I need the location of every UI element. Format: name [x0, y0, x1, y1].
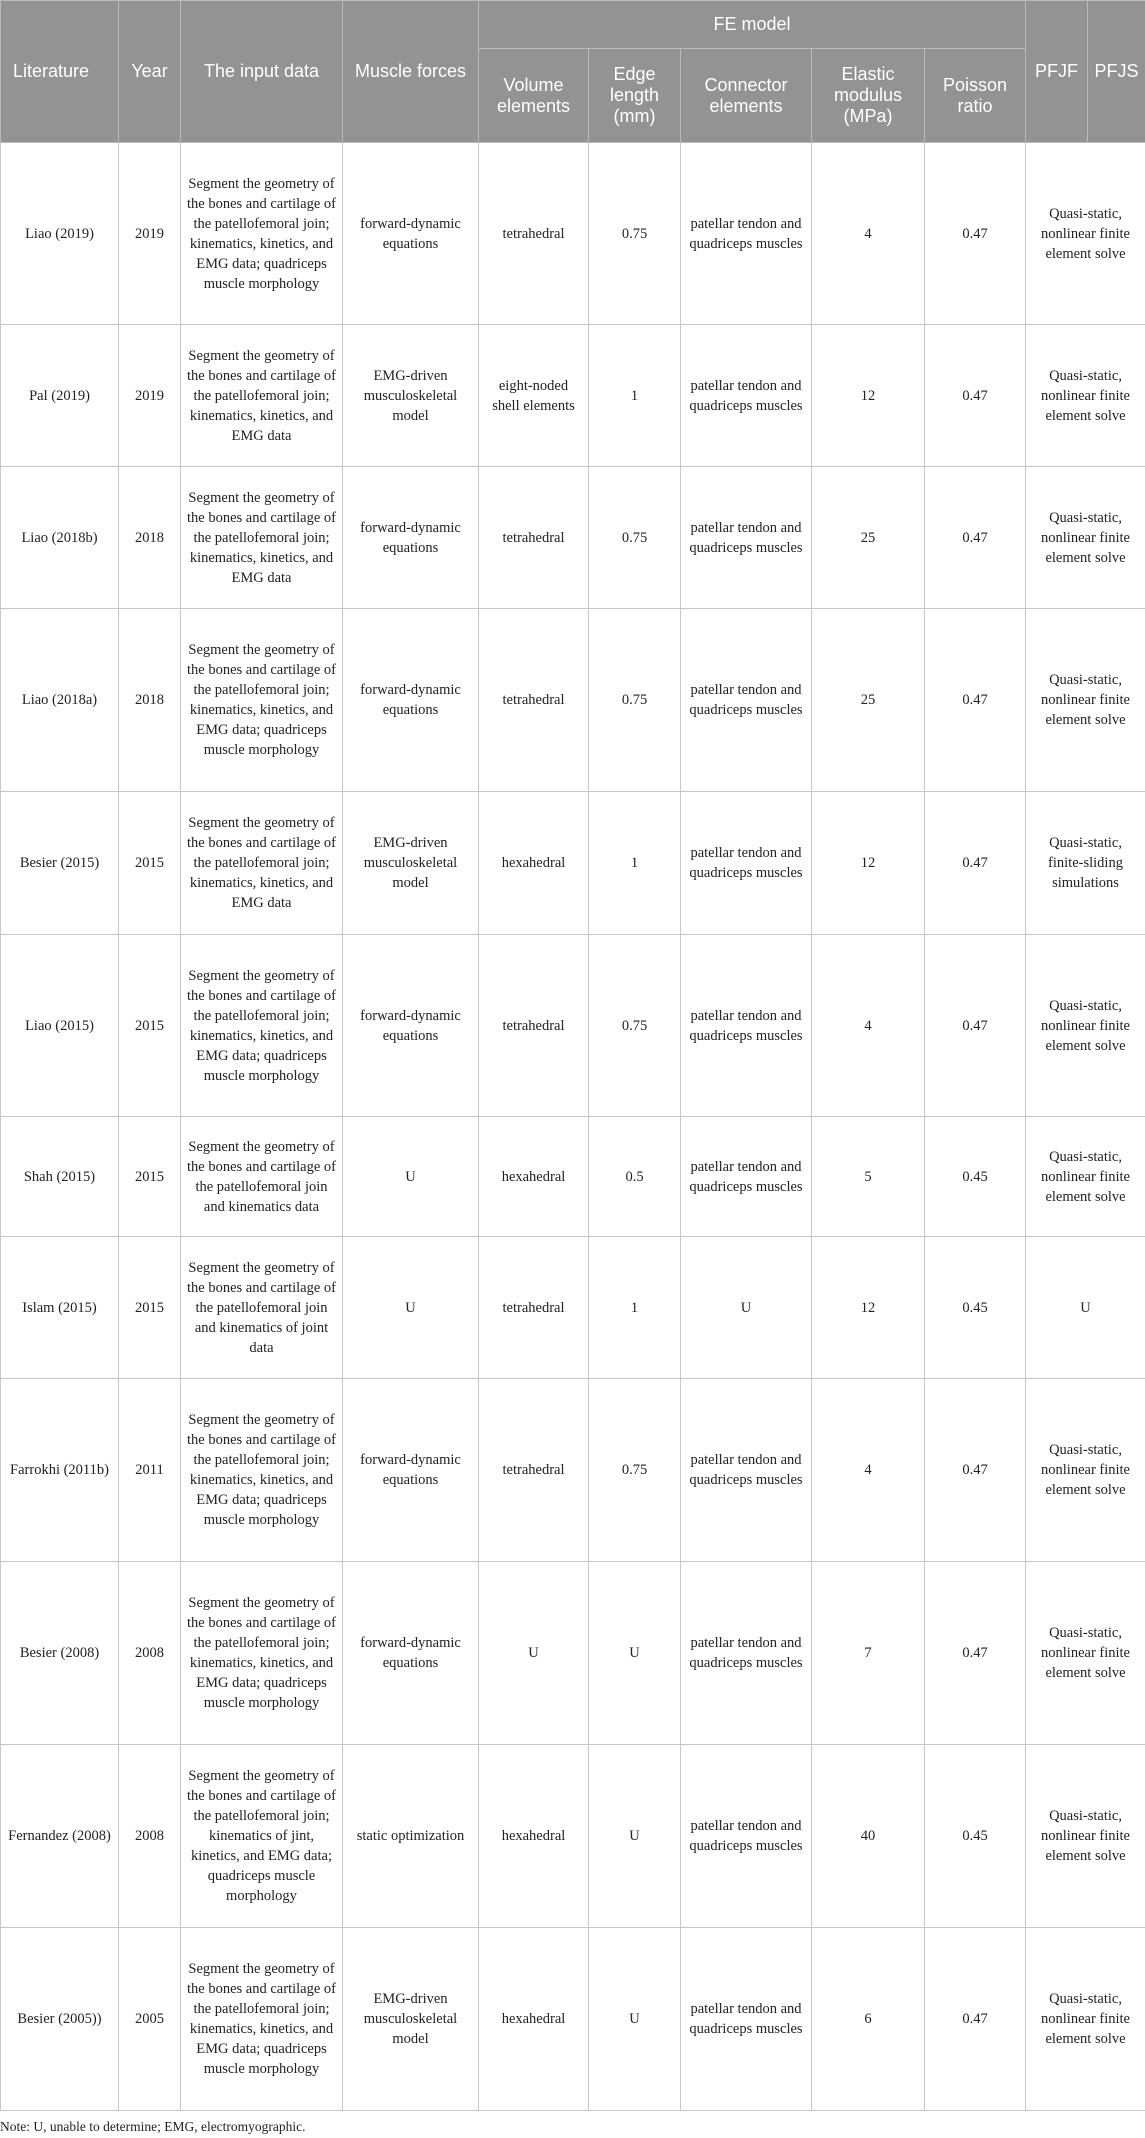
cell-literature: Liao (2018a) — [1, 609, 119, 792]
cell-input-data: Segment the geometry of the bones and cartilage of the patellofemoral join; kinematics, kinetics, and EMG data; quadriceps muscle morphology — [181, 609, 343, 792]
table-row — [1, 325, 1145, 467]
cell-muscle-forces: forward-dynamic equations — [343, 609, 479, 792]
cell-connector-elements: patellar tendon and quadriceps muscles — [681, 1379, 812, 1562]
cell-literature: Liao (2018b) — [1, 467, 119, 609]
cell-volume-elements: eight-noded shell elements — [479, 325, 589, 467]
table-row — [1, 1117, 1145, 1237]
cell-edge-length: 1 — [589, 325, 681, 467]
table-row — [1, 609, 1145, 792]
cell-muscle-forces: forward-dynamic equations — [343, 935, 479, 1117]
cell-pfj: Quasi-static, finite-sliding simulations — [1026, 792, 1145, 935]
cell-input-data: Segment the geometry of the bones and cartilage of the patellofemoral join; kinematics, kinetics, and EMG data; quadriceps muscle morphology — [181, 1562, 343, 1745]
cell-year: 2008 — [119, 1562, 181, 1745]
header-muscle-forces: Muscle forces — [343, 1, 479, 143]
header-elastic-modulus: Elastic modulus (MPa) — [812, 49, 925, 143]
cell-poisson-ratio: 0.47 — [925, 143, 1026, 325]
cell-year: 2005 — [119, 1928, 181, 2111]
cell-poisson-ratio: 0.47 — [925, 609, 1026, 792]
header-connector-elements: Connector elements — [681, 49, 812, 143]
cell-edge-length: 0.75 — [589, 1379, 681, 1562]
cell-volume-elements: tetrahedral — [479, 467, 589, 609]
cell-year: 2015 — [119, 935, 181, 1117]
cell-elastic-modulus: 12 — [812, 325, 925, 467]
cell-edge-length: U — [589, 1562, 681, 1745]
cell-literature: Farrokhi (2011b) — [1, 1379, 119, 1562]
cell-poisson-ratio: 0.47 — [925, 1379, 1026, 1562]
cell-elastic-modulus: 5 — [812, 1117, 925, 1237]
cell-literature: Shah (2015) — [1, 1117, 119, 1237]
table-note: Note: U, unable to determine; EMG, electromyographic. — [0, 2119, 306, 2134]
table-row — [1, 1237, 1145, 1379]
header-year: Year — [119, 1, 181, 143]
cell-volume-elements: U — [479, 1562, 589, 1745]
table-row — [1, 1562, 1145, 1745]
table-row — [1, 143, 1145, 325]
cell-muscle-forces: forward-dynamic equations — [343, 467, 479, 609]
cell-muscle-forces: forward-dynamic equations — [343, 1379, 479, 1562]
cell-literature: Liao (2019) — [1, 143, 119, 325]
cell-connector-elements: patellar tendon and quadriceps muscles — [681, 1562, 812, 1745]
table-row — [1, 1745, 1145, 1928]
cell-poisson-ratio: 0.47 — [925, 325, 1026, 467]
cell-connector-elements: patellar tendon and quadriceps muscles — [681, 1745, 812, 1928]
cell-volume-elements: tetrahedral — [479, 143, 589, 325]
cell-volume-elements: hexahedral — [479, 1117, 589, 1237]
header-poisson-ratio: Poisson ratio — [925, 49, 1026, 143]
cell-muscle-forces: static optimization — [343, 1745, 479, 1928]
cell-input-data: Segment the geometry of the bones and cartilage of the patellofemoral join; kinematics, kinetics, and EMG data — [181, 467, 343, 609]
cell-literature: Besier (2008) — [1, 1562, 119, 1745]
cell-edge-length: U — [589, 1928, 681, 2111]
cell-edge-length: 1 — [589, 1237, 681, 1379]
cell-input-data: Segment the geometry of the bones and cartilage of the patellofemoral join and kinematics of joint data — [181, 1237, 343, 1379]
table-row — [1, 467, 1145, 609]
cell-poisson-ratio: 0.47 — [925, 935, 1026, 1117]
table-row — [1, 792, 1145, 935]
cell-poisson-ratio: 0.47 — [925, 1928, 1026, 2111]
cell-connector-elements: patellar tendon and quadriceps muscles — [681, 325, 812, 467]
cell-year: 2018 — [119, 609, 181, 792]
cell-pfj: Quasi-static, nonlinear finite element solve — [1026, 143, 1145, 325]
cell-volume-elements: tetrahedral — [479, 935, 589, 1117]
cell-pfj: Quasi-static, nonlinear finite element solve — [1026, 935, 1145, 1117]
cell-literature: Pal (2019) — [1, 325, 119, 467]
table-row — [1, 935, 1145, 1117]
cell-input-data: Segment the geometry of the bones and cartilage of the patellofemoral join; kinematics, kinetics, and EMG data; quadriceps muscle morphology — [181, 1379, 343, 1562]
table-header — [1, 1, 1145, 143]
cell-elastic-modulus: 12 — [812, 1237, 925, 1379]
cell-connector-elements: patellar tendon and quadriceps muscles — [681, 467, 812, 609]
cell-volume-elements: hexahedral — [479, 1928, 589, 2111]
cell-muscle-forces: forward-dynamic equations — [343, 143, 479, 325]
cell-volume-elements: tetrahedral — [479, 1379, 589, 1562]
cell-connector-elements: patellar tendon and quadriceps muscles — [681, 143, 812, 325]
cell-literature: Besier (2015) — [1, 792, 119, 935]
cell-volume-elements: hexahedral — [479, 1745, 589, 1928]
cell-edge-length: 0.75 — [589, 467, 681, 609]
cell-edge-length: 1 — [589, 792, 681, 935]
cell-edge-length: 0.75 — [589, 609, 681, 792]
cell-elastic-modulus: 25 — [812, 609, 925, 792]
header-fe-model: FE model — [479, 1, 1026, 49]
cell-muscle-forces: EMG-driven musculoskeletal model — [343, 325, 479, 467]
cell-elastic-modulus: 12 — [812, 792, 925, 935]
cell-edge-length: 0.75 — [589, 143, 681, 325]
header-literature: Literature — [1, 1, 119, 143]
cell-input-data: Segment the geometry of the bones and cartilage of the patellofemoral join; kinematics, kinetics, and EMG data; quadriceps muscle morphology — [181, 143, 343, 325]
cell-pfj: Quasi-static, nonlinear finite element solve — [1026, 1562, 1145, 1745]
cell-literature: Fernandez (2008) — [1, 1745, 119, 1928]
cell-poisson-ratio: 0.45 — [925, 1237, 1026, 1379]
cell-elastic-modulus: 40 — [812, 1745, 925, 1928]
cell-connector-elements: patellar tendon and quadriceps muscles — [681, 1117, 812, 1237]
cell-elastic-modulus: 7 — [812, 1562, 925, 1745]
cell-connector-elements: patellar tendon and quadriceps muscles — [681, 1928, 812, 2111]
cell-connector-elements: patellar tendon and quadriceps muscles — [681, 609, 812, 792]
cell-literature: Liao (2015) — [1, 935, 119, 1117]
cell-year: 2008 — [119, 1745, 181, 1928]
cell-pfj: U — [1026, 1237, 1145, 1379]
cell-year: 2018 — [119, 467, 181, 609]
cell-pfj: Quasi-static, nonlinear finite element solve — [1026, 1928, 1145, 2111]
cell-pfj: Quasi-static, nonlinear finite element solve — [1026, 1745, 1145, 1928]
cell-literature: Islam (2015) — [1, 1237, 119, 1379]
cell-input-data: Segment the geometry of the bones and cartilage of the patellofemoral join; kinematics, kinetics, and EMG data; quadriceps muscle morphology — [181, 935, 343, 1117]
cell-year: 2019 — [119, 325, 181, 467]
cell-year: 2015 — [119, 1237, 181, 1379]
cell-edge-length: 0.5 — [589, 1117, 681, 1237]
cell-connector-elements: patellar tendon and quadriceps muscles — [681, 935, 812, 1117]
cell-elastic-modulus: 4 — [812, 143, 925, 325]
cell-literature: Besier (2005)) — [1, 1928, 119, 2111]
cell-connector-elements: U — [681, 1237, 812, 1379]
cell-poisson-ratio: 0.45 — [925, 1745, 1026, 1928]
cell-pfj: Quasi-static, nonlinear finite element solve — [1026, 325, 1145, 467]
cell-year: 2011 — [119, 1379, 181, 1562]
cell-input-data: Segment the geometry of the bones and cartilage of the patellofemoral join and kinematics data — [181, 1117, 343, 1237]
cell-poisson-ratio: 0.47 — [925, 1562, 1026, 1745]
table-body — [1, 143, 1145, 2111]
cell-pfj: Quasi-static, nonlinear finite element solve — [1026, 467, 1145, 609]
cell-poisson-ratio: 0.47 — [925, 467, 1026, 609]
header-edge-length: Edge length (mm) — [589, 49, 681, 143]
cell-input-data: Segment the geometry of the bones and cartilage of the patellofemoral join; kinematics of jint, kinetics, and EMG data; quadriceps muscle morphology — [181, 1745, 343, 1928]
cell-volume-elements: tetrahedral — [479, 1237, 589, 1379]
cell-muscle-forces: forward-dynamic equations — [343, 1562, 479, 1745]
table-row — [1, 1379, 1145, 1562]
cell-poisson-ratio: 0.45 — [925, 1117, 1026, 1237]
cell-elastic-modulus: 4 — [812, 935, 925, 1117]
cell-edge-length: 0.75 — [589, 935, 681, 1117]
cell-connector-elements: patellar tendon and quadriceps muscles — [681, 792, 812, 935]
cell-pfj: Quasi-static, nonlinear finite element solve — [1026, 609, 1145, 792]
cell-muscle-forces: U — [343, 1237, 479, 1379]
cell-pfj: Quasi-static, nonlinear finite element solve — [1026, 1379, 1145, 1562]
cell-year: 2015 — [119, 1117, 181, 1237]
cell-year: 2019 — [119, 143, 181, 325]
cell-volume-elements: hexahedral — [479, 792, 589, 935]
cell-input-data: Segment the geometry of the bones and cartilage of the patellofemoral join; kinematics, kinetics, and EMG data — [181, 792, 343, 935]
cell-year: 2015 — [119, 792, 181, 935]
header-pfjs: PFJS — [1088, 1, 1145, 143]
cell-volume-elements: tetrahedral — [479, 609, 589, 792]
cell-elastic-modulus: 25 — [812, 467, 925, 609]
cell-poisson-ratio: 0.47 — [925, 792, 1026, 935]
cell-elastic-modulus: 6 — [812, 1928, 925, 2111]
header-input-data: The input data — [181, 1, 343, 143]
cell-input-data: Segment the geometry of the bones and cartilage of the patellofemoral join; kinematics, kinetics, and EMG data; quadriceps muscle morphology — [181, 1928, 343, 2111]
cell-pfj: Quasi-static, nonlinear finite element solve — [1026, 1117, 1145, 1237]
cell-elastic-modulus: 4 — [812, 1379, 925, 1562]
cell-muscle-forces: U — [343, 1117, 479, 1237]
cell-edge-length: U — [589, 1745, 681, 1928]
cell-input-data: Segment the geometry of the bones and cartilage of the patellofemoral join; kinematics, kinetics, and EMG data — [181, 325, 343, 467]
header-pfjf: PFJF — [1026, 1, 1088, 143]
table-row — [1, 1928, 1145, 2111]
cell-muscle-forces: EMG-driven musculoskeletal model — [343, 792, 479, 935]
header-volume-elements: Volume elements — [479, 49, 589, 143]
cell-muscle-forces: EMG-driven musculoskeletal model — [343, 1928, 479, 2111]
